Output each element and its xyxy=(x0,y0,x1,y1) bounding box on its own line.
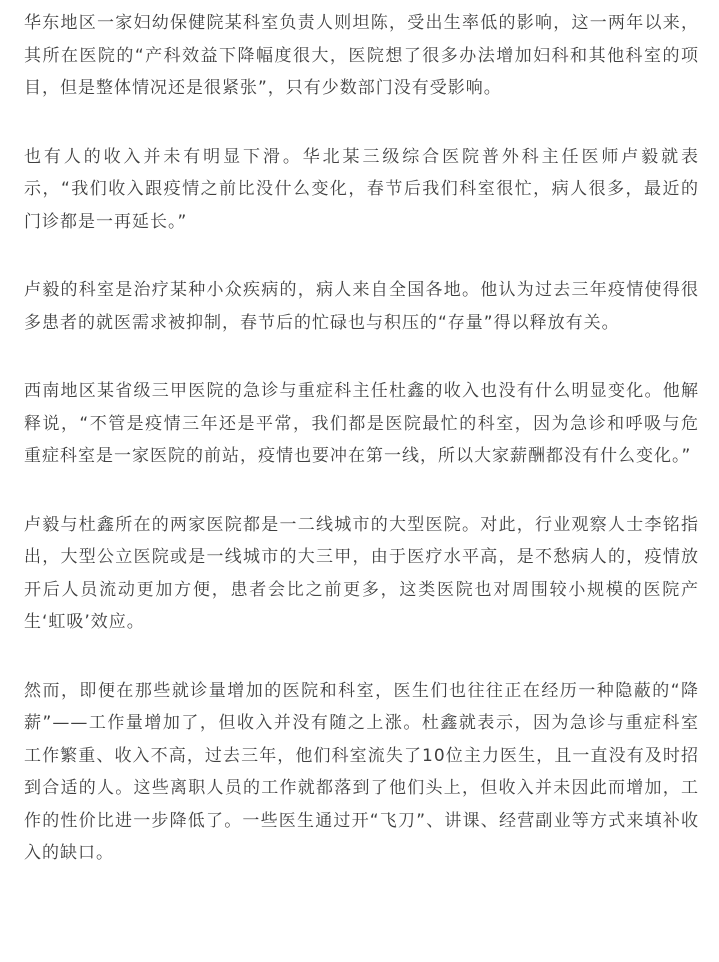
paragraph: 然而，即便在那些就诊量增加的医院和科室，医生们也往往正在经历一种隐蔽的“降薪”——工作量增加了，但收入并没有随之上涨。杜鑫就表示，因为急诊与重症科室工作繁重、收入不高，过去三年，他们科室流失了10位主力医生，且一直没有及时招到合适的人。这些离职人员的工作就都落到了他们头上，但收入并未因此而增加，工作的性价比进一步降低了。一些医生通过开“飞刀”、讲课、经营副业等方式来填补收入的缺口。 xyxy=(24,680,699,863)
paragraph: 卢毅与杜鑫所在的两家医院都是一二线城市的大型医院。对此，行业观察人士李铭指出，大型公立医院或是一线城市的大三甲，由于医疗水平高，是不愁病人的，疫情放开后人员流动更加方便，患者会比之前更多，这类医院也对周围较小规模的医院产生‘虹吸’效应。 xyxy=(24,514,699,632)
paragraph: 卢毅的科室是治疗某种小众疾病的，病人来自全国各地。他认为过去三年疫情使得很多患者的就医需求被抑制，春节后的忙碌也与积压的“存量”得以释放有关。 xyxy=(24,280,699,333)
paragraph: 华东地区一家妇幼保健院某科室负责人则坦陈，受出生率低的影响，这一两年以来，其所在医院的“产科效益下降幅度很大，医院想了很多办法增加妇科和其他科室的项目，但是整体情况还是很紧张”，只有少数部门没有受影响。 xyxy=(24,13,699,98)
paragraph: 也有人的收入并未有明显下滑。华北某三级综合医院普外科主任医师卢毅就表示，“我们收入跟疫情之前比没什么变化，春节后我们科室很忙，病人很多，最近的门诊都是一再延长。” xyxy=(24,146,699,232)
article-body xyxy=(24,7,699,870)
paragraph: 西南地区某省级三甲医院的急诊与重症科主任杜鑫的收入也没有什么明显变化。他解释说，“不管是疫情三年还是平常，我们都是医院最忙的科室，因为急诊和呼吸与危重症科室是一家医院的前站，疫情也要冲在第一线，所以大家薪酬都没有什么变化。” xyxy=(24,381,699,466)
